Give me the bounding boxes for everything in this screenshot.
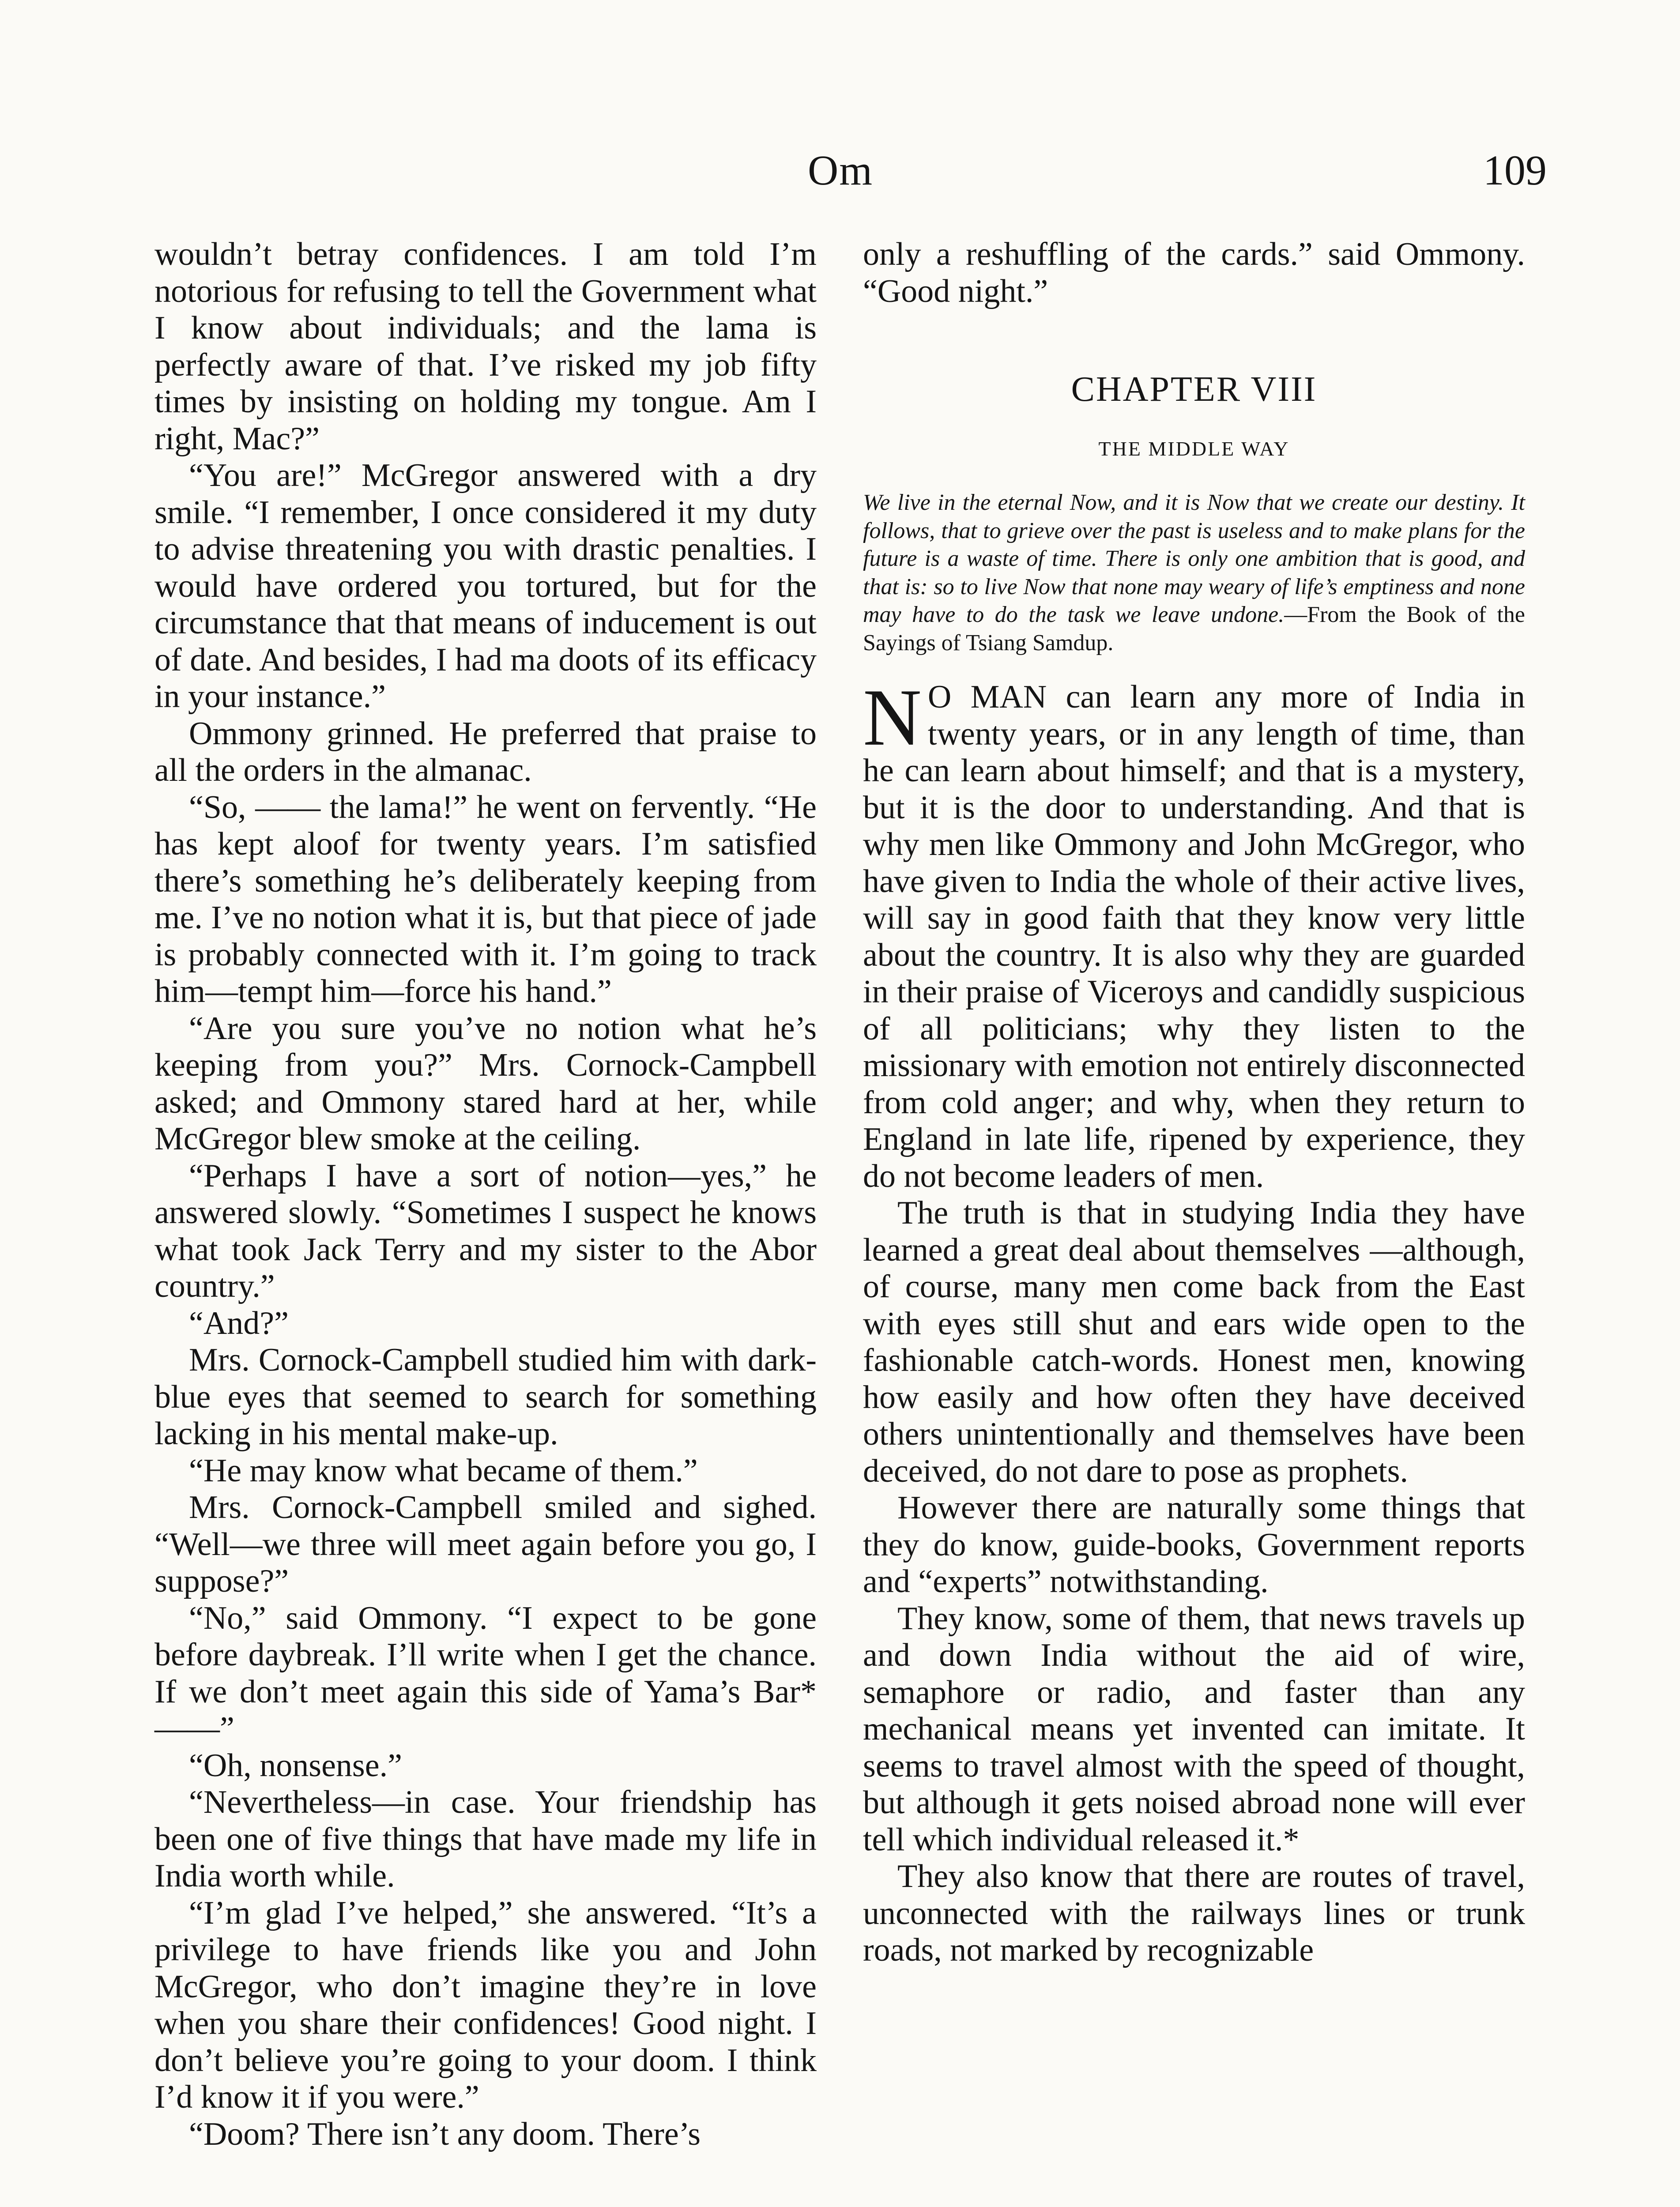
page-number: 109 [1483, 147, 1547, 194]
right-column [863, 236, 1525, 1969]
paragraph: “Nevertheless—in case. Your friendship has been one of five things that have made my life in India worth while. [154, 1784, 817, 1894]
epigraph-source: —From the Book of the Sayings of Tsiang Samdup. [863, 602, 1525, 655]
paragraph: “Are you sure you’ve no notion what he’s keeping from you?” Mrs. Cornock-Campbell asked; and Ommony stared hard at her, while McGregor blew smoke at the ceiling. [154, 1010, 817, 1157]
running-title: Om [808, 147, 873, 194]
left-column [154, 236, 817, 2153]
chapter-subtitle: THE MIDDLE WAY [1098, 437, 1290, 460]
paragraph: “He may know what became of them.” [189, 1452, 698, 1489]
opening-paragraph [863, 672, 1525, 1195]
paragraph: The truth is that in studying India they have learned a great deal about themselves —although, of course, many men come back from the East with eyes still shut and ears wide open to the fashionable catch-words. Honest men, knowing how easily and how often they have deceived others unintentionally and themselves have been deceived, do not dare to pose as prophets. [863, 1195, 1525, 1489]
paragraph: They know, some of them, that news travels up and down India without the aid of wire, semaphore or radio, and faster than any mechanical means yet invented can imitate. It seems to travel almost with the speed of thought, but although it gets noised abroad none will ever tell which individual released it.* [863, 1600, 1525, 1858]
drop-cap: N [863, 672, 922, 762]
paragraph: Ommony grinned. He preferred that praise to all the orders in the almanac. [154, 715, 817, 788]
epigraph [863, 489, 1525, 657]
paragraph: Mrs. Cornock-Campbell studied him with dark-blue eyes that seemed to search for something lacking in his mental make-up. [154, 1342, 817, 1452]
chapter-body [863, 672, 1525, 1969]
epigraph-quote: We live in the eternal Now, and it is Now that we create our destiny. It follows, that to grieve over the past is useless and to make plans for the future is a waste of time. There is only one ambition that is good, and that is: so to live Now that none may weary of life’s emptiness and none may have to do the task we leave undone. [863, 490, 1525, 627]
paragraph: Mrs. Cornock-Campbell smiled and sighed. “Well—we three will meet again before you go, I suppose?” [154, 1489, 817, 1599]
paragraph: “So, —— the lama!” he went on fervently. “He has kept aloof for twenty years. I’m satisfied there’s something he’s deliberately keeping from me. I’ve no notion what it is, but that piece of jade is probably connected with it. I’m going to track him—tempt him—force his hand.” [154, 789, 817, 1009]
opening-text: O MAN can learn any more of India in twenty years, or in any length of time, than he can learn about himself; and that is a mystery, but it is the door to understanding. And that is why men like Ommony and John McGregor, who have given to India the whole of their active lives, will say in good faith that they know very little about the country. It is also why they are guarded in their praise of Viceroys and candidly suspicious of all politicians; why they listen to the missionary with emotion not entirely disconnected from cold anger; and why, when they return to England in late life, ripened by experience, they do not become leaders of men. [863, 679, 1525, 1194]
paragraph: wouldn’t betray confidences. I am told I’m notorious for refusing to tell the Government what I know about individuals; and the lama is perfectly aware of that. I’ve risked my job fifty times by insisting on holding my tongue. Am I right, Mac?” [154, 236, 817, 457]
paragraph: only a reshuffling of the cards.” said Ommony. “Good night.” [863, 236, 1525, 309]
paragraph: They also know that there are routes of travel, unconnected with the railways lines or trunk roads, not marked by recognizable [863, 1858, 1525, 1968]
paragraph: “No,” said Ommony. “I expect to be gone before daybreak. I’ll write when I get the chance. If we don’t meet again this side of Yama’s Bar* ——” [154, 1600, 817, 1747]
paragraph: “And?” [189, 1305, 289, 1341]
paragraph: However there are naturally some things that they do know, guide-books, Government reports and “experts” notwithstanding. [863, 1490, 1525, 1600]
paragraph: “You are!” McGregor answered with a dry smile. “I remember, I once considered it my duty to advise threatening you with drastic penalties. I would have ordered you tortured, but for the circumstance that that means of inducement is out of date. And besides, I had ma doots of its efficacy in your instance.” [154, 457, 817, 715]
paragraph: “Doom? There isn’t any doom. There’s [189, 2116, 701, 2152]
paragraph: “Oh, nonsense.” [189, 1747, 402, 1784]
paragraph: “Perhaps I have a sort of notion—yes,” he answered slowly. “Sometimes I suspect he knows what took Jack Terry and my sister to the Abor country.” [154, 1157, 817, 1304]
chapter-title: CHAPTER VIII [1071, 370, 1317, 409]
paragraph: “I’m glad I’ve helped,” she answered. “It’s a privilege to have friends like you and John McGregor, who don’t imagine they’re in love when you share their confidences! Good night. I don’t believe you’re going to your doom. I think I’d know it if you were.” [154, 1894, 817, 2115]
